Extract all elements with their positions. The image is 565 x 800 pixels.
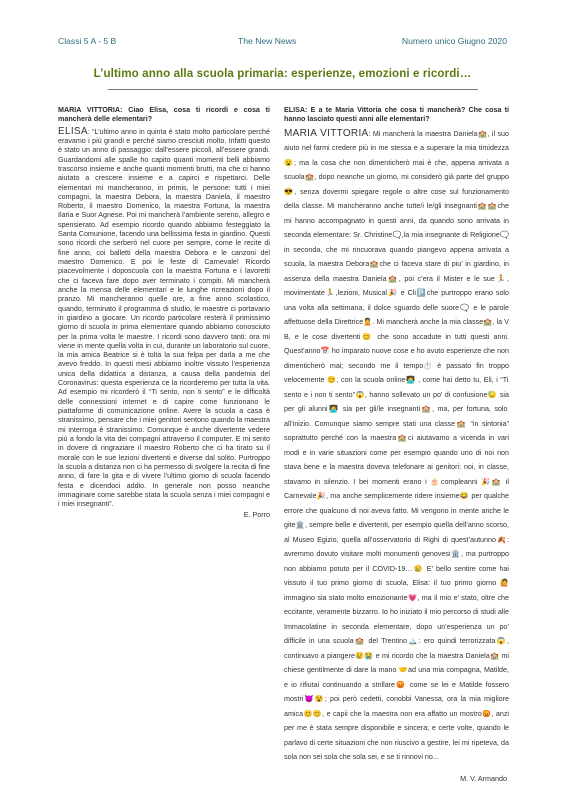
issue-label: Numero unico Giugno 2020	[401, 36, 507, 46]
class-label: Classi 5 A - 5 B	[58, 36, 117, 46]
right-question: ELISA: E a te Maria Vittoria che cosa ti mancherà? Che cosa ti hanno lasciato questi anni alle elementari?	[284, 106, 509, 124]
right-column	[284, 106, 509, 765]
left-answer-text: : “L’ultimo anno in quinta è stato molto particolare perché eravamo i più grandi e perché siamo cresciuti molto. Infatti questo è stato un anno di passaggio: dall’essere piccoli, all’essere grandi. Guardandomi alle spalle ho capito quanti momenti belli abbiamo trascorso insieme e anche quanti momenti brutti, ma che ci hanno aiutato a crescere insieme e a capirci e rispettarci. Delle elementari mi mancheranno, in primis, le persone: tutti i miei compagni, la maestra Debora, la maestra Daniela, il maestro Roberto, il maestro Domenico, la maestra Fortuna, la maestra Ilaria e Suor Agnese. Poi mi mancherà l’ambiente sereno, allegro e spensierato. Ad esempio ricordo quando abbiamo festeggiato la Santa Comunione, facendo una bellissima festa in giardino. Questi sono ricordi che serberò nel cuore per sempre, come le recite di fine anno, coi balletti della maestra Debora e le canzoni del maestro Domenico. E poi le feste di Carnevale! Ricordo piacevolmente i doposcuola con la maestra Fortuna e i lavoretti che ci faceva fare dopo aver terminato i compiti. Mi mancherà anche la mensa delle elementari e le lunghe ricreazioni dopo il pranzo. Mi mancheranno quelle ore, a fine anno scolastico, quando, terminato il programma di studio, le maestre ci portavano in giardino a giocare. Un ricordo particolare resterà il primissimo giorno di scuola in prima elementare quando abbiamo conosciuto per la prima volta le maestre. I ricordi sono davvero tanti: ora mi viene in mente quella volta in cui, durante un laboratorio sul cuore, la mia amica Beatrice si è tolta la sua felpa per darla a me che avevo freddo. In questi mesi abbiamo inoltre vissuto l’esperienza unica della didattica a distanza, a causa della pandemia del Coronavirus: questa esperienza ce la ricorderemo per tutta la vita. Ad esempio mi ricorderò il “Ti sento, non ti sento” e le difficoltà delle connessioni internet e di capire come funzionano le piattaforme di comunicazione online. Avere la scuola a casa è stranissimo, pensare che i miei genitori sentono quando la maestra mi interroga è stranissimo. Comunque è anche divertente vedere più a fondo la vita dei compagni attraverso il computer. E mi sento in dovere di ringraziare il maestro Roberto che ci ha tirato su il morale con le sue lezioni divertenti e diverse dal solito. Purtroppo la scuola a distanza non ci ha permesso di svolgere la recita di fine anno, di fare la gita e di vivere l’ultimo giorno di scuola facendo festa e dicendoci addio. In generale non posso neanche immaginare come sarebbe stata la scuola senza i miei compagni e i miei insegnanti”.	[58, 127, 270, 509]
right-speaker: MARIA VITTORIA	[284, 127, 369, 139]
left-signature: E. Porro	[243, 511, 270, 520]
left-question: MARIA VITTORIA: Ciao Elisa, cosa ti ricordi e cosa ti mancherà delle elementari?	[58, 106, 270, 124]
right-answer	[284, 127, 509, 765]
right-answer-text: : Mi mancherà la maestra Daniela🏫, il suo aiuto nel farmi credere più in me stessa e a superare la mia timidezza😮; ma la cosa che non dimenticherò mai è che, appena arrivata a scuola🏫, dopo neanche un giorno, mi considerò già parte del gruppo😎, senza dovermi spiegare regole o altre cose sul funzionamento della classe. Mi mancheranno anche tutte/i le/gli insegnanti🏫🏫che mi hanno accompagnato in questi anni, da quando sono arrivata in seconda elementare: Sr. Christine🗨️,la mia insegnante di Religione🗨️ in seconda, che mi rincuorava quando piangevo appena arrivata a scuola, la maestra Debora🏫che ci faceva stare di piu’ in giardino, in assenza della maestra Daniela🏫, poi c’era il Mister e le sue🏃, movimentate🏃,lezioni, Musical🎉 e Cli🅿️che purtroppo erano solo una volta alla settimana, il dolce sguardo delle suore🗨️ e le parole affettuose della Direttrice🙎. Mi mancherà anche la mia classe🏫, la V B, e le cose divertenti😊 che sono accadute in tutti questi anni. Quest’anno📅 ho imparato nuove cose e ho avuto esperienze che non dimenticherò mai; secondo me il tempo⏱️ è passato fin troppo velocemente 😊, con la scuola online🧑‍💻 , come hai detto tu, Eli, i “Ti sento e i non ti sento”😱, hanno sollevato un po’ di confusione😓 sia per gli alunni🧑‍💻 sia per gli/le insegnanti🏫, ma, per fortuna, solo all’inizio. Comunque siamo sempre stati una classe🏫 “in sintonia” soprattutto perché con la maestra🏫ci aiutavamo a vicenda in vari modi e in varie situazioni come per esempio quando uno di noi non stava bene e la maestra doveva telefonare ai genitori: noi, in classe, stavamo in silenzio. I bei momenti erano i 🎂compleanni 🎉🏫 il Carnevale🎉, ma anche semplicemente ridere insieme😂 per qualche errore che qualcuno di noi aveva fatto. Mi vengono in mente anche le gite🏛️, sempre belle e divertenti, per esempio quella dell’anno scorso, al Museo Egizio, quella all’osservatorio di Righi di quest’autunno🍂: avremmo dovuto visitare molti monumenti genovesi🏛️, ma purtroppo non abbiamo potuto per il COVID-19…😢 E’ bello sentire come hai vissuto il tuo primo giorno di scuola, Elisa: il tuo primo giorno 🙋 immagino sia stato molto emozionante💗, ma il mio e’ stato, oltre che eccitante, veramente bizzarro. Io ho iniziato il mio percorso di studi alle Immacolatine in seconda elementare, dopo un’esperienza un po’ difficile in una scuola🏫 del Trentino🏔️: ero quindi terrorizzata😱, continuavo a piangere😢😭 e mi ricordo che la maestra Daniela🏫 mi chiese gentilmente di dare la mano 🤝ad una mia compagna, Matilde, e io rifiutai continuando a strillare😡 come se lei e Matilde fossero mostri😈😵; poi però cedetti, conobbi Vanessa, ora la mia migliore amica😊😊, e capii che la maestra non era affatto un mostro😡, anzi per me è stata sempre disponibile e sincera; e certe volte, quando le parlavo di certe situazioni che non riuscivo a gestire, lei mi ripeteva, da sola non sei sola che sola sei, e se ti rinnovi no...	[284, 129, 509, 762]
left-speaker: ELISA	[58, 125, 88, 137]
title-divider	[108, 89, 478, 90]
left-column	[58, 106, 270, 521]
left-answer	[58, 127, 270, 510]
article-title: L’ultimo anno alla scuola primaria: esperienze, emozioni e ricordi…	[93, 67, 472, 80]
newsletter-name: The New News	[238, 36, 297, 46]
page-header	[58, 36, 507, 50]
right-signature: M. V. Armando	[460, 774, 507, 783]
